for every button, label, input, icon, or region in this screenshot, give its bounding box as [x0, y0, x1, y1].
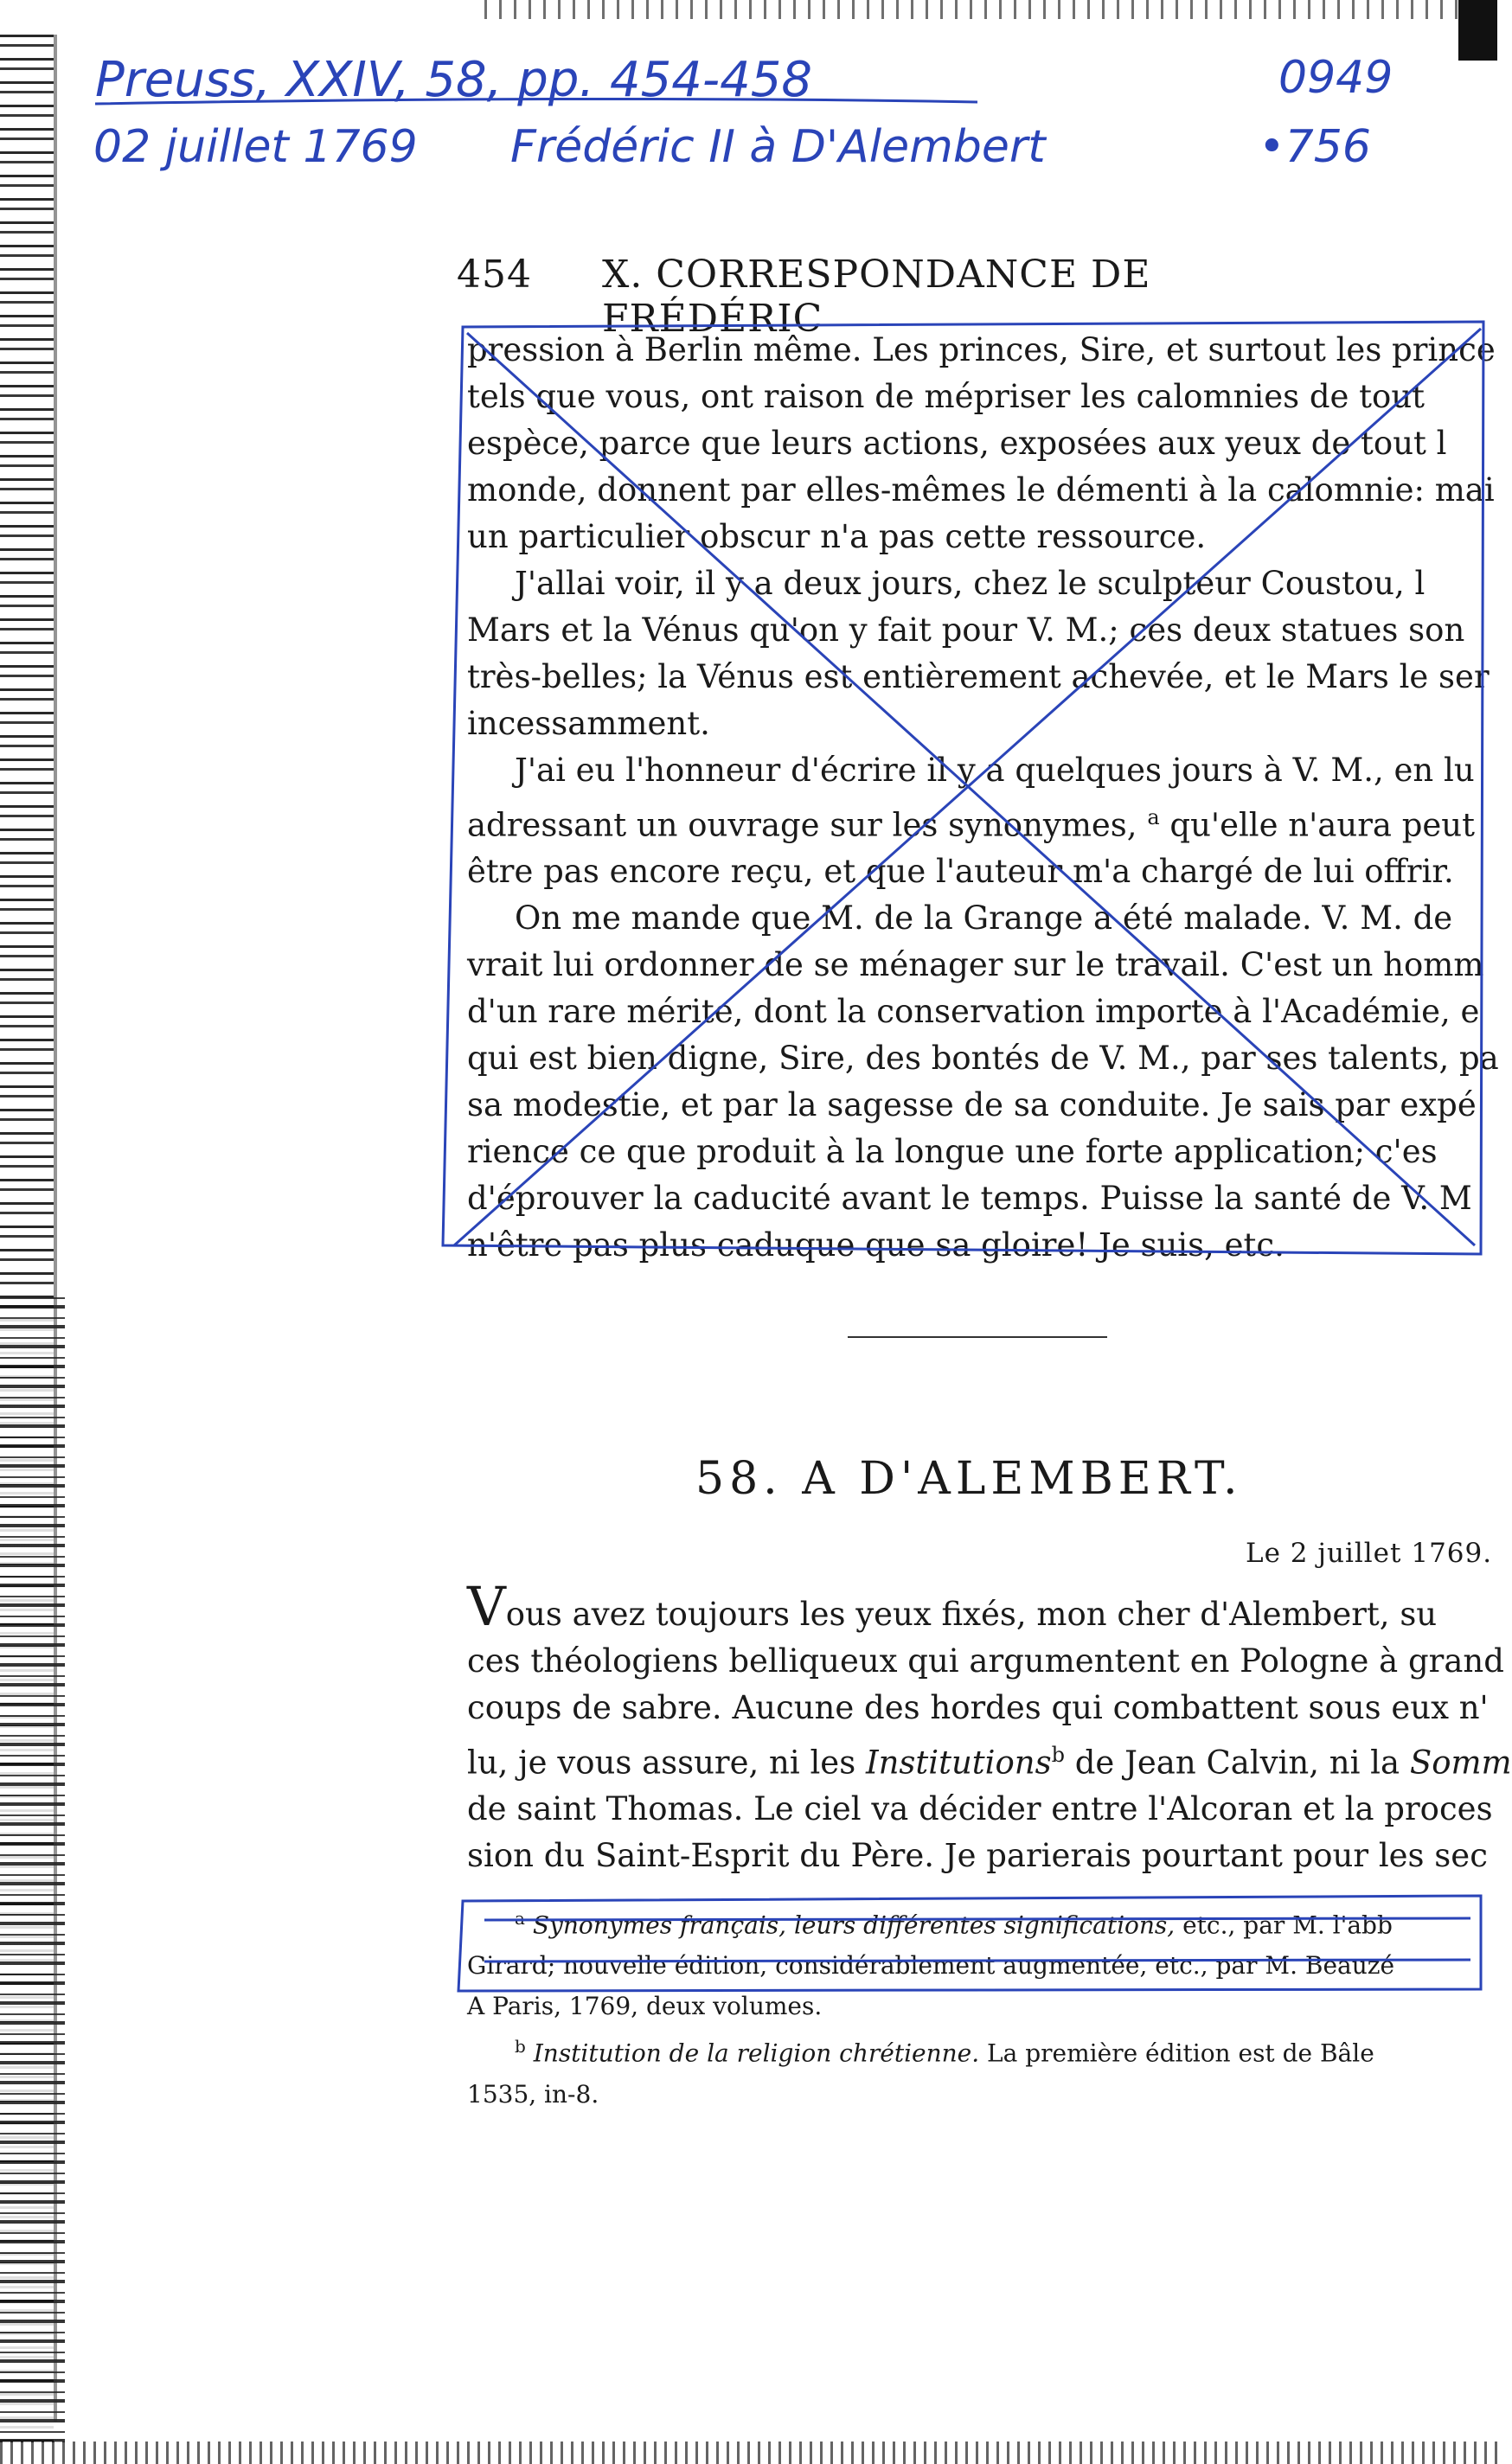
letter-date: Le 2 juillet 1769.	[1246, 1538, 1493, 1569]
footnote-marker: a	[515, 1908, 525, 1929]
text-line: J'allai voir, il y a deux jours, chez le sculpteur Coustou, l	[515, 565, 1426, 602]
page-number: 454	[457, 253, 532, 297]
handwritten-id: 0949	[1278, 52, 1393, 104]
footnote-title: Institution de la religion chrétienne.	[533, 2038, 980, 2068]
text-line: qui est bien digne, Sire, des bontés de V. M., par ses talents, pa	[467, 1040, 1499, 1078]
text-line	[467, 1731, 1512, 1786]
text-line: d'un rare mérite, dont la conservation importe à l'Académie, e	[467, 993, 1480, 1031]
text-fragment: lu, je vous assure, ni les	[467, 1744, 856, 1782]
section-separator	[848, 1336, 1107, 1338]
text-line: de saint Thomas. Le ciel va décider entre l'Alcoran et la proces	[467, 1790, 1493, 1828]
footnote-marker: b	[515, 2036, 526, 2058]
text-line: monde, donnent par elles-mêmes le démenti à la calomnie: mai	[467, 471, 1495, 509]
footnote-ref-a: a	[1147, 805, 1160, 829]
running-head: X. CORRESPONDANCE DE FRÉDÉRIC	[602, 253, 1151, 341]
text-line	[467, 1575, 1470, 1638]
text-line: tels que vous, ont raison de mépriser les calomnies de tout	[467, 378, 1426, 415]
text-line: ces théologiens belliqueux qui argumentent en Pologne à grand	[467, 1642, 1504, 1680]
book-title: Institutions	[865, 1744, 1052, 1782]
page-header	[457, 253, 1350, 341]
text-line: sion du Saint-Esprit du Père. Je parierais pourtant pour les sec	[467, 1837, 1488, 1875]
text-line: pression à Berlin même. Les princes, Sire, et surtout les prince	[467, 331, 1496, 368]
footnote-a-line: Girard; nouvelle édition, considérablement augmentée, etc., par M. Beauzé	[467, 1951, 1395, 1981]
text-fragment: de Jean Calvin, ni la	[1074, 1744, 1400, 1782]
text-line: vrait lui ordonner de se ménager sur le travail. C'est un homm	[467, 946, 1484, 984]
text-line: coups de sabre. Aucune des hordes qui combattent sous eux n'	[467, 1689, 1489, 1726]
footnote-b-line: 1535, in-8.	[467, 2079, 599, 2109]
handwritten-id-2: •756	[1259, 121, 1371, 173]
scan-edge-bottom	[0, 2442, 1497, 2464]
scan-edge-top	[484, 0, 1497, 19]
previous-letter-text	[467, 327, 1499, 1269]
footnote-a	[467, 1898, 1470, 1945]
text-line: un particulier obscur n'a pas cette ressource.	[467, 518, 1207, 555]
footnote-title: Synonymes français, leurs différentes significations,	[532, 1910, 1176, 1940]
text-line: être pas encore reçu, et que l'auteur m'a chargé de lui offrir.	[467, 853, 1454, 891]
text-fragment: adressant un ouvrage sur les synonymes,	[467, 806, 1137, 844]
text-line: J'ai eu l'honneur d'écrire il y a quelques jours à V. M., en lu	[515, 752, 1475, 789]
text-fragment: ous avez toujours les yeux fixés, mon cher d'Alembert, su	[505, 1596, 1438, 1633]
scan-corner	[1458, 0, 1497, 61]
footnote-ref-b: b	[1051, 1743, 1065, 1767]
text-line: n'être pas plus caduque que sa gloire! Je suis, etc.	[467, 1226, 1285, 1264]
letter-title: 58. A D'ALEMBERT.	[695, 1453, 1243, 1505]
footnotes	[467, 1898, 1470, 2115]
handwritten-reference: Preuss, XXIV, 58, pp. 454-458	[95, 52, 812, 108]
text-line: très-belles; la Vénus est entièrement achevée, et le Mars le ser	[467, 658, 1490, 695]
text-line: incessamment.	[467, 705, 710, 742]
drop-cap: V	[467, 1575, 506, 1638]
handwritten-correspondents: Frédéric II à D'Alembert	[510, 121, 1046, 173]
text-line: Mars et la Vénus qu'on y fait pour V. M.; ces deux statues son	[467, 611, 1465, 649]
text-line: espèce, parce que leurs actions, exposées aux yeux de tout l	[467, 425, 1447, 462]
text-fragment: La première édition est de Bâle	[987, 2038, 1374, 2068]
text-line: sa modestie, et par la sagesse de sa conduite. Je sais par expé	[467, 1086, 1477, 1124]
book-title: Somm	[1409, 1744, 1512, 1782]
text-line	[467, 794, 1475, 848]
handwritten-date: 02 juillet 1769	[93, 121, 418, 173]
text-line: rience ce que produit à la longue une forte application; c'es	[467, 1133, 1438, 1171]
letter-text	[467, 1575, 1512, 1879]
text-line: On me mande que M. de la Grange a été malade. V. M. de	[515, 899, 1453, 938]
scan-edge-line	[54, 35, 57, 2422]
text-fragment: etc., par M. l'abb	[1182, 1910, 1393, 1940]
text-line: d'éprouver la caducité avant le temps. Puisse la santé de V. M	[467, 1180, 1472, 1218]
text-fragment: qu'elle n'aura peut	[1169, 806, 1475, 844]
footnote-a-line: A Paris, 1769, deux volumes.	[467, 1992, 823, 2021]
footnote-b	[467, 2026, 1470, 2073]
